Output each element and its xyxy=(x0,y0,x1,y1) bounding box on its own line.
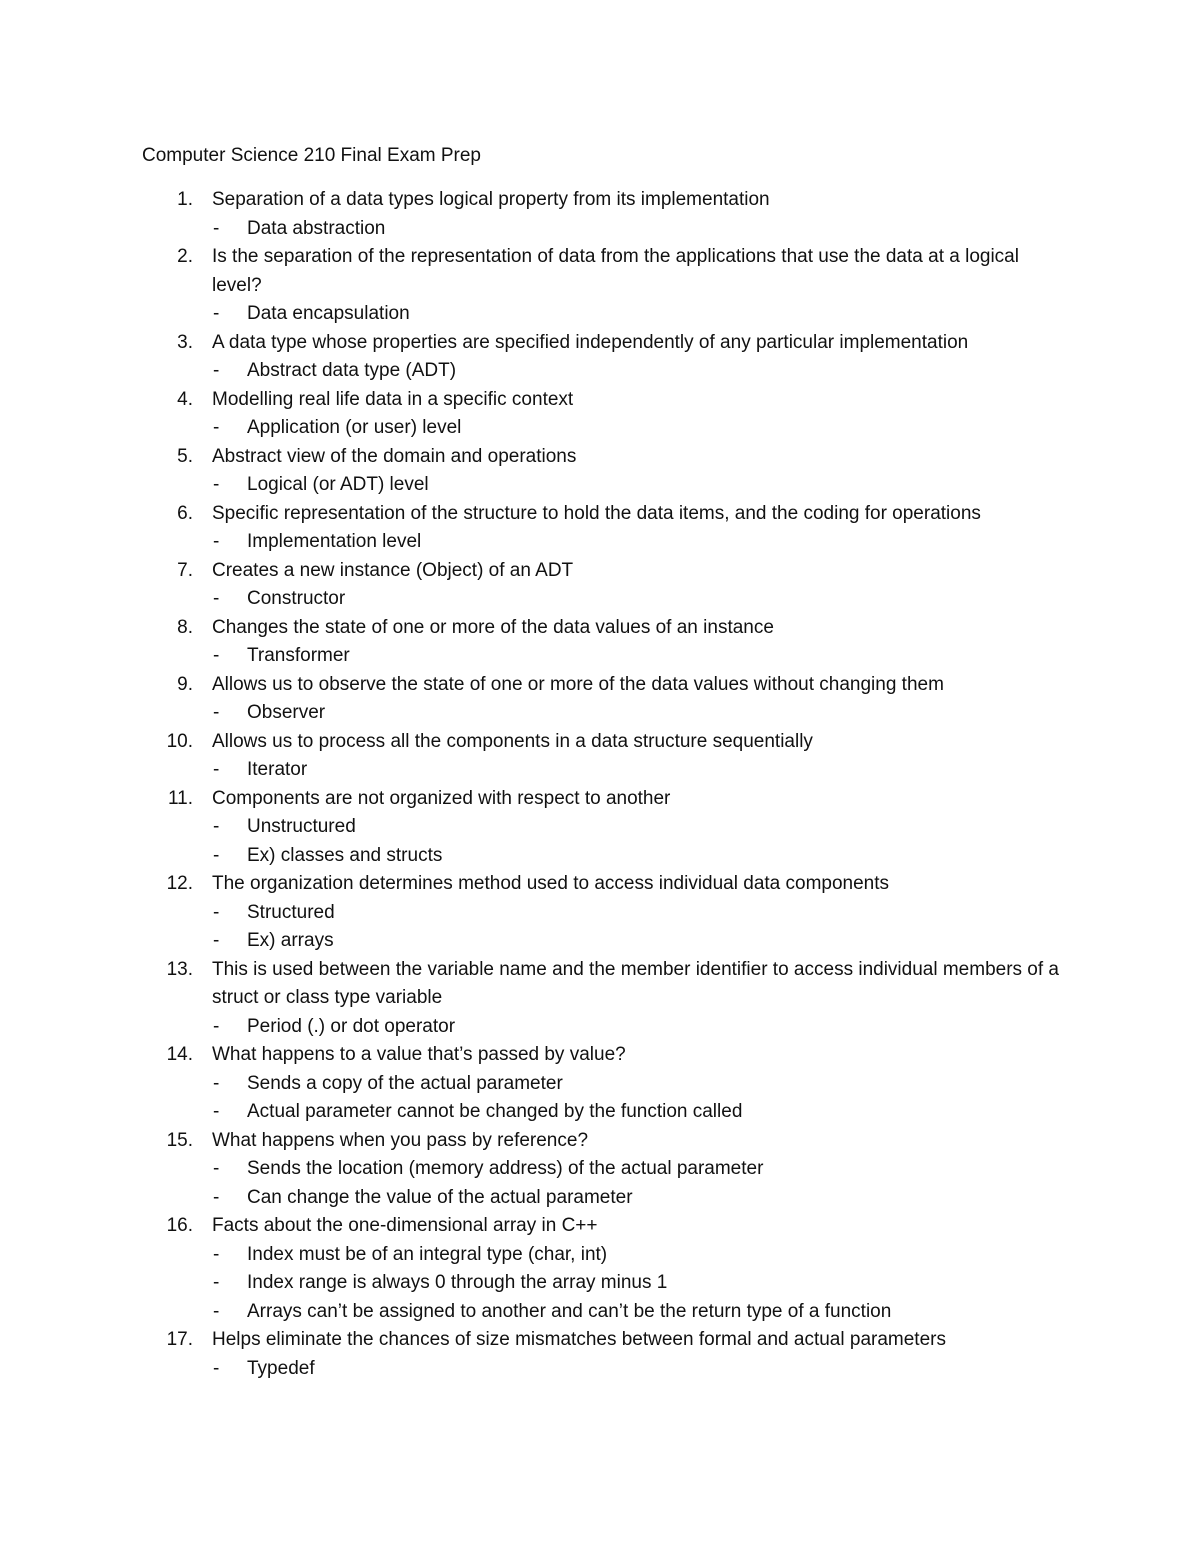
question-item xyxy=(0,614,1200,671)
answer-item xyxy=(0,1184,1200,1213)
answer-item xyxy=(0,1155,1200,1184)
question-number: 12. xyxy=(166,873,193,894)
question-text: Allows us to process all the components in a data structure sequentially xyxy=(212,730,813,752)
question-text: What happens to a value that’s passed by value? xyxy=(212,1044,626,1065)
question-row xyxy=(0,1127,1200,1156)
dash-bullet: - xyxy=(213,417,220,438)
dash-bullet: - xyxy=(213,1272,220,1293)
question-number: 5. xyxy=(177,445,193,467)
question-item xyxy=(0,785,1200,871)
answer-text: Logical (or ADT) level xyxy=(247,474,429,495)
question-number: 4. xyxy=(177,388,193,410)
answer-text: Arrays can’t be assigned to another and can’t be the return type of a function xyxy=(247,1300,892,1322)
answer-text: Period (.) or dot operator xyxy=(247,1015,456,1037)
answer-list xyxy=(0,1070,1200,1127)
question-item xyxy=(0,1041,1200,1127)
question-item xyxy=(0,1127,1200,1213)
question-row xyxy=(0,956,1200,1013)
question-row xyxy=(0,329,1200,358)
question-item xyxy=(0,671,1200,728)
answer-text: Application (or user) level xyxy=(247,417,462,438)
answer-text: Actual parameter cannot be changed by the function called xyxy=(247,1101,743,1122)
answer-text: Index range is always 0 through the array minus 1 xyxy=(247,1272,668,1293)
question-text: Creates a new instance (Object) of an ADT xyxy=(212,559,574,581)
answer-item xyxy=(0,300,1200,329)
question-number: 13. xyxy=(166,958,193,980)
dash-bullet: - xyxy=(213,1186,220,1208)
question-item xyxy=(0,956,1200,1042)
dash-bullet: - xyxy=(213,1015,220,1037)
question-text: Separation of a data types logical property from its implementation xyxy=(212,189,770,210)
answer-list xyxy=(0,471,1200,500)
question-row xyxy=(0,728,1200,757)
dash-bullet: - xyxy=(213,1357,220,1379)
answer-text: Implementation level xyxy=(247,531,422,552)
dash-bullet: - xyxy=(213,645,220,666)
question-text: The organization determines method used to access individual data components xyxy=(212,873,890,894)
answer-item xyxy=(0,1098,1200,1127)
answer-item xyxy=(0,585,1200,614)
question-number: 1. xyxy=(177,189,193,210)
answer-item xyxy=(0,842,1200,871)
answer-list xyxy=(0,699,1200,728)
answer-text: Can change the value of the actual parameter xyxy=(247,1186,633,1208)
question-number: 3. xyxy=(177,331,193,353)
answer-text: Ex) classes and structs xyxy=(247,844,443,866)
question-number: 8. xyxy=(177,616,193,638)
question-item xyxy=(0,186,1200,243)
question-number: 14. xyxy=(166,1044,193,1065)
dash-bullet: - xyxy=(213,303,220,324)
question-row xyxy=(0,186,1200,215)
dash-bullet: - xyxy=(213,1243,220,1265)
answer-text: Ex) arrays xyxy=(247,930,334,951)
answer-list xyxy=(0,756,1200,785)
question-number: 15. xyxy=(166,1129,193,1151)
question-number: 7. xyxy=(177,559,193,581)
question-text: Modelling real life data in a specific context xyxy=(212,388,574,410)
question-item xyxy=(0,386,1200,443)
answer-text: Sends a copy of the actual parameter xyxy=(247,1072,563,1094)
question-number: 2. xyxy=(177,246,193,267)
question-item xyxy=(0,1326,1200,1383)
question-text: Changes the state of one or more of the data values of an instance xyxy=(212,616,774,638)
question-item xyxy=(0,243,1200,329)
question-row xyxy=(0,1212,1200,1241)
answer-text: Data encapsulation xyxy=(247,303,410,324)
question-row xyxy=(0,785,1200,814)
answer-text: Observer xyxy=(247,702,326,723)
question-number: 11. xyxy=(167,787,193,809)
answer-text: Index must be of an integral type (char, int) xyxy=(247,1243,608,1265)
dash-bullet: - xyxy=(213,816,220,837)
answer-item xyxy=(0,756,1200,785)
answer-text: Abstract data type (ADT) xyxy=(247,360,457,381)
question-row xyxy=(0,500,1200,529)
question-row xyxy=(0,443,1200,472)
dash-bullet: - xyxy=(213,531,220,552)
question-row xyxy=(0,386,1200,415)
answer-item xyxy=(0,642,1200,671)
answer-list xyxy=(0,300,1200,329)
answer-text: Structured xyxy=(247,901,335,923)
question-row xyxy=(0,243,1200,300)
answer-list xyxy=(0,585,1200,614)
answer-item xyxy=(0,528,1200,557)
dash-bullet: - xyxy=(213,217,220,239)
question-number: 16. xyxy=(166,1215,193,1236)
question-number: 17. xyxy=(166,1329,193,1350)
answer-text: Typedef xyxy=(247,1357,315,1379)
answer-item xyxy=(0,215,1200,244)
answer-list xyxy=(0,1241,1200,1327)
question-list xyxy=(0,186,1200,1383)
question-row xyxy=(0,870,1200,899)
answer-item xyxy=(0,699,1200,728)
question-row xyxy=(0,671,1200,700)
answer-item xyxy=(0,414,1200,443)
question-row xyxy=(0,557,1200,586)
dash-bullet: - xyxy=(213,360,220,381)
dash-bullet: - xyxy=(213,1101,220,1122)
answer-text: Data abstraction xyxy=(247,217,386,239)
answer-list xyxy=(0,357,1200,386)
answer-item xyxy=(0,1070,1200,1099)
question-item xyxy=(0,557,1200,614)
question-item xyxy=(0,443,1200,500)
dash-bullet: - xyxy=(213,1158,220,1179)
answer-list xyxy=(0,215,1200,244)
answer-text: Sends the location (memory address) of the actual parameter xyxy=(247,1158,764,1179)
question-text: This is used between the variable name and the member identifier to access individual members of a struct or class type variable xyxy=(212,958,1059,1008)
question-text: Facts about the one-dimensional array in C++ xyxy=(212,1215,598,1236)
dash-bullet: - xyxy=(213,474,220,495)
question-row xyxy=(0,1041,1200,1070)
answer-item xyxy=(0,471,1200,500)
dash-bullet: - xyxy=(213,930,220,951)
question-text: Specific representation of the structure to hold the data items, and the coding for operations xyxy=(212,502,981,524)
answer-item xyxy=(0,813,1200,842)
answer-list xyxy=(0,642,1200,671)
question-text: Allows us to observe the state of one or more of the data values without changing them xyxy=(212,673,944,695)
question-text: Components are not organized with respect to another xyxy=(212,787,671,809)
question-text: A data type whose properties are specified independently of any particular implementation xyxy=(212,331,969,353)
answer-list xyxy=(0,899,1200,956)
dash-bullet: - xyxy=(213,901,220,923)
answer-list xyxy=(0,813,1200,870)
answer-list xyxy=(0,1013,1200,1042)
question-item xyxy=(0,870,1200,956)
question-item xyxy=(0,728,1200,785)
dash-bullet: - xyxy=(213,588,220,609)
question-text: Abstract view of the domain and operations xyxy=(212,445,577,467)
answer-list xyxy=(0,1355,1200,1384)
answer-text: Constructor xyxy=(247,588,346,609)
dash-bullet: - xyxy=(213,1300,220,1322)
answer-item xyxy=(0,899,1200,928)
answer-item xyxy=(0,1269,1200,1298)
answer-item xyxy=(0,927,1200,956)
answer-item xyxy=(0,1013,1200,1042)
answer-list xyxy=(0,1155,1200,1212)
dash-bullet: - xyxy=(213,844,220,866)
dash-bullet: - xyxy=(213,702,220,723)
answer-text: Unstructured xyxy=(247,816,356,837)
question-row xyxy=(0,1326,1200,1355)
answer-list xyxy=(0,414,1200,443)
answer-text: Iterator xyxy=(247,759,308,780)
dash-bullet: - xyxy=(213,759,220,780)
question-text: What happens when you pass by reference? xyxy=(212,1129,589,1151)
question-item xyxy=(0,1212,1200,1326)
question-item xyxy=(0,329,1200,386)
answer-text: Transformer xyxy=(247,645,350,666)
answer-item xyxy=(0,1298,1200,1327)
answer-item xyxy=(0,1355,1200,1384)
document-title: Computer Science 210 Final Exam Prep xyxy=(142,145,481,166)
question-text: Is the separation of the representation of data from the applications that use the data at a logical level? xyxy=(212,246,1019,296)
question-number: 10. xyxy=(166,730,193,752)
dash-bullet: - xyxy=(213,1072,220,1094)
answer-item xyxy=(0,357,1200,386)
question-row xyxy=(0,614,1200,643)
question-item xyxy=(0,500,1200,557)
question-text: Helps eliminate the chances of size mismatches between formal and actual parameters xyxy=(212,1329,946,1350)
answer-item xyxy=(0,1241,1200,1270)
question-number: 6. xyxy=(177,502,193,524)
answer-list xyxy=(0,528,1200,557)
question-number: 9. xyxy=(177,673,193,695)
